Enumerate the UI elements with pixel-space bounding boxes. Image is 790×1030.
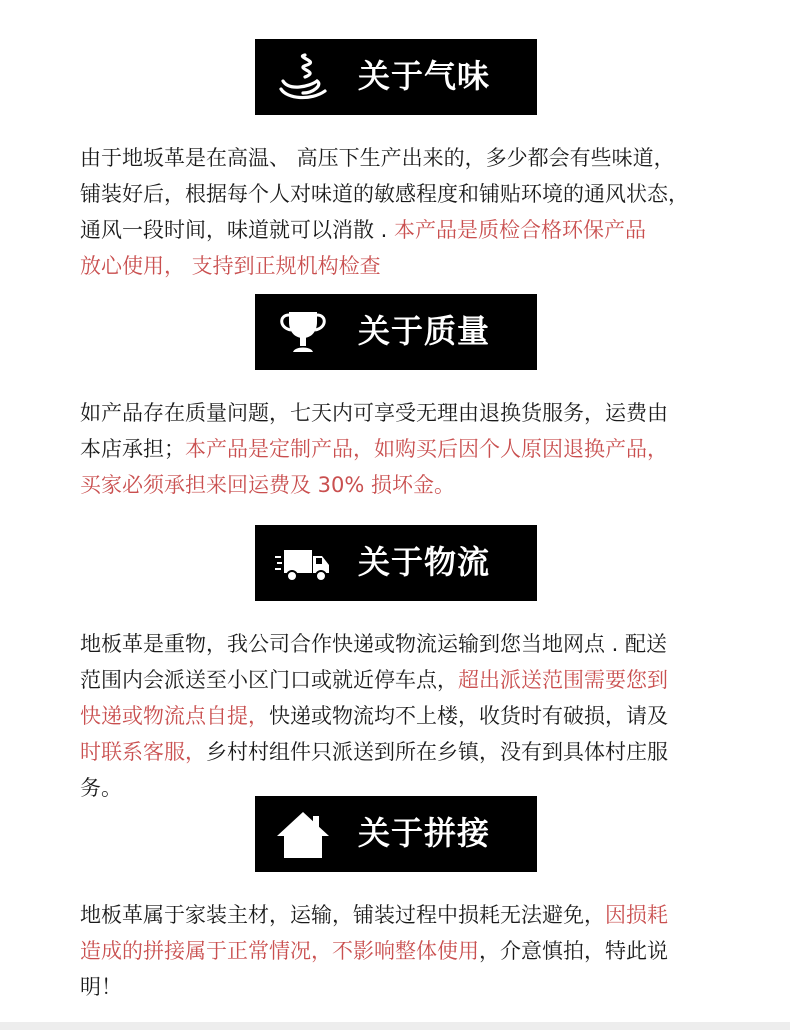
text-span: 地板革是重物，我公司合作快递或物流运输到您当地网点 . 配送 bbox=[80, 632, 668, 656]
highlight-text: 本产品是质检合格环保产品 bbox=[394, 218, 647, 242]
highlight-text: 因损耗 bbox=[605, 903, 668, 927]
text-span: 地板革属于家装主材，运输，铺装过程中损耗无法避免， bbox=[80, 903, 605, 927]
body-line bbox=[80, 212, 730, 248]
body-line bbox=[80, 395, 730, 431]
bottom-divider bbox=[0, 1022, 790, 1030]
text-span: 如产品存在质量问题，七天内可享受无理由退换货服务，运费由 bbox=[80, 401, 668, 425]
text-span: ，介意慎拍，特此说 bbox=[479, 939, 668, 963]
text-span: 铺装好后，根据每个人对味道的敏感程度和铺贴环境的通风状态， bbox=[80, 182, 689, 206]
text-span: 乡村村组件只派送到所在乡镇，没有到具体村庄服 bbox=[206, 740, 668, 764]
text-span: 快递或物流均不上楼，收货时有破损，请及 bbox=[269, 704, 668, 728]
body-line bbox=[80, 969, 730, 1005]
body-line bbox=[80, 140, 730, 176]
section-body-logistics bbox=[80, 626, 730, 806]
house-icon bbox=[275, 808, 331, 860]
section-title: 关于质量 bbox=[358, 312, 491, 350]
body-line bbox=[80, 431, 730, 467]
section-body-quality bbox=[80, 395, 730, 503]
highlight-text: 超出派送范围需要您到 bbox=[458, 668, 668, 692]
highlight-text: 造成的拼接属于正常情况，不影响整体使用 bbox=[80, 939, 479, 963]
smoke-wisp-icon bbox=[275, 51, 331, 103]
highlight-text: 快递或物流点自提， bbox=[80, 704, 269, 728]
text-span: 通风一段时间，味道就可以消散 . bbox=[80, 218, 395, 242]
delivery-truck-icon bbox=[275, 537, 331, 589]
section-title: 关于物流 bbox=[358, 543, 491, 581]
trophy-icon bbox=[275, 306, 331, 358]
section-banner-quality bbox=[255, 294, 537, 370]
body-line bbox=[80, 933, 730, 969]
highlight-text: 本产品是定制产品，如购买后因个人原因退换产品， bbox=[185, 437, 668, 461]
body-line bbox=[80, 248, 730, 284]
text-span: 本店承担； bbox=[80, 437, 185, 461]
section-title: 关于气味 bbox=[358, 57, 491, 95]
body-line bbox=[80, 626, 730, 662]
body-line bbox=[80, 897, 730, 933]
text-span: 务。 bbox=[80, 776, 122, 800]
section-body-splicing bbox=[80, 897, 730, 1005]
text-span: 由于地坂革是在高温、 高压下生产出来的，多少都会有些味道， bbox=[80, 146, 675, 170]
highlight-text: 放心使用， 支持到正规机构检查 bbox=[80, 254, 381, 278]
body-line bbox=[80, 698, 730, 734]
body-line bbox=[80, 467, 730, 503]
body-line bbox=[80, 176, 730, 212]
body-line bbox=[80, 734, 730, 770]
section-banner-logistics bbox=[255, 525, 537, 601]
highlight-text: 时联系客服， bbox=[80, 740, 206, 764]
highlight-text: 买家必须承担来回运费及 30% 损坏金。 bbox=[80, 473, 456, 497]
section-body-smell bbox=[80, 140, 730, 284]
section-banner-smell bbox=[255, 39, 537, 115]
text-span: 明！ bbox=[80, 975, 122, 999]
section-title: 关于拼接 bbox=[358, 814, 491, 852]
section-banner-splicing bbox=[255, 796, 537, 872]
body-line bbox=[80, 662, 730, 698]
text-span: 范围内会派送至小区门口或就近停车点， bbox=[80, 668, 458, 692]
